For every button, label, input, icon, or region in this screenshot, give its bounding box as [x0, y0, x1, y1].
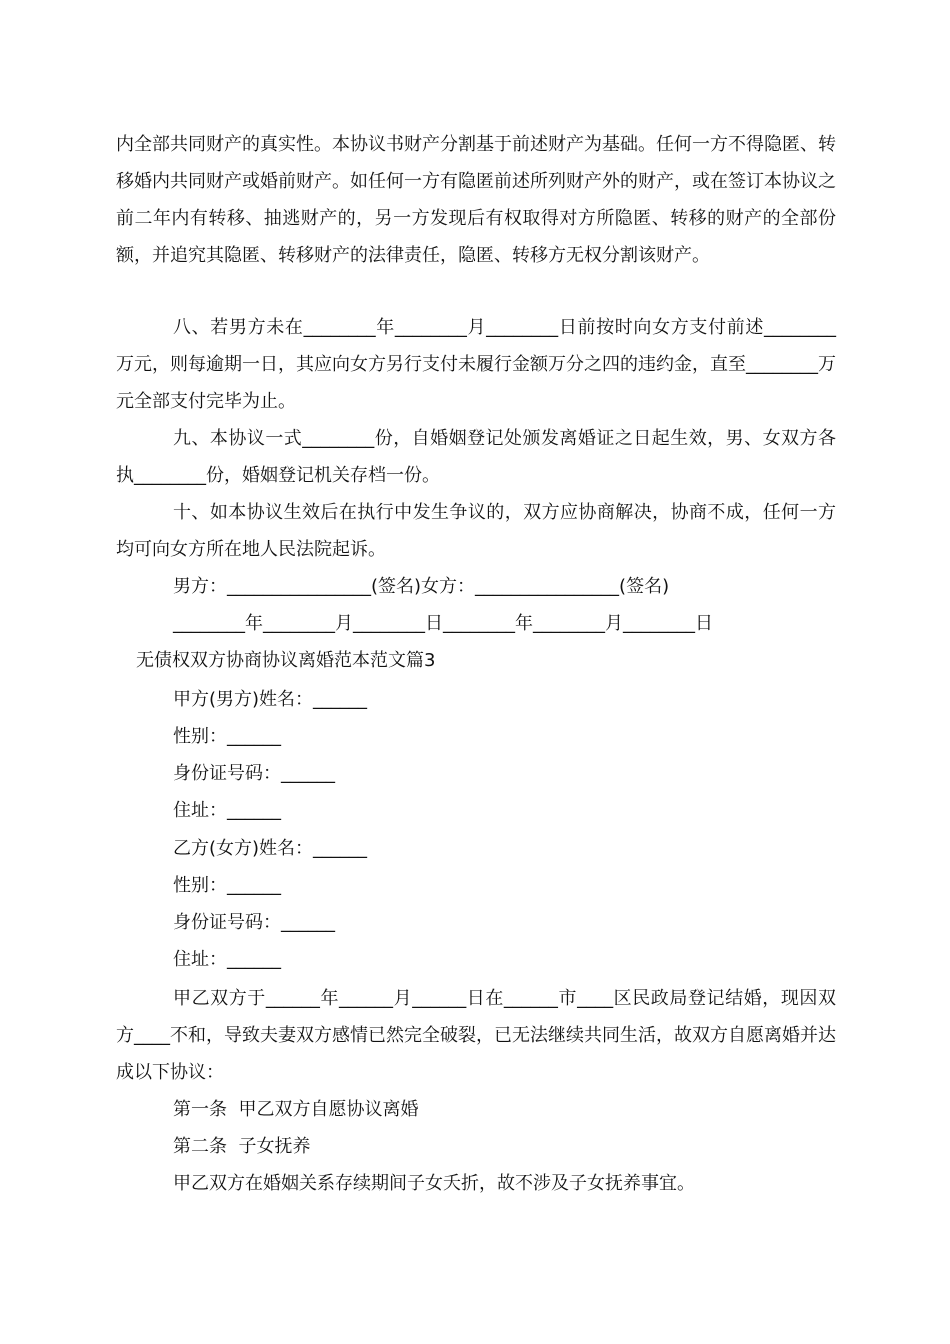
section-title: 无债权双方协商协议离婚范本范文篇3 [136, 650, 436, 671]
field-party-a-id: 身份证号码：______ [173, 763, 335, 784]
field-party-a-gender: 性别：______ [173, 726, 281, 747]
paragraph-article-10: 十、如本协议生效后在执行中发生争议的，双方应协商解决，协商不成，任何一方均可向女方所在地人民法院起诉。 [116, 502, 836, 560]
article-2-text: 甲乙双方在婚姻关系存续期间子女夭折，故不涉及子女抚养事宜。 [173, 1173, 695, 1194]
field-party-b-id: 身份证号码：______ [173, 912, 335, 933]
date-line: ________年________月________日________年________月________日 [173, 613, 713, 634]
article-2-heading: 第二条 子女抚养 [173, 1136, 311, 1157]
field-party-a-address: 住址：______ [173, 800, 281, 821]
paragraph-continuation: 内全部共同财产的真实性。本协议书财产分割基于前述财产为基础。任何一方不得隐匿、转移婚内共同财产或婚前财产。如任何一方有隐匿前述所列财产外的财产，或在签订本协议之前二年内有转移、抽逃财产的，另一方发现后有权取得对方所隐匿、转移的财产的全部份额，并追究其隐匿、转移财产的法律责任，隐匿、转移方无权分割该财产。 [116, 134, 836, 266]
field-party-b-address: 住址：______ [173, 949, 281, 970]
field-party-a-name: 甲方(男方)姓名：______ [173, 689, 368, 710]
article-1-heading: 第一条 甲乙双方自愿协议离婚 [173, 1099, 419, 1120]
field-party-b-gender: 性别：______ [173, 875, 281, 896]
paragraph-article-9: 九、本协议一式________份，自婚姻登记处颁发离婚证之日起生效，男、女双方各执________份，婚姻登记机关存档一份。 [116, 428, 836, 486]
paragraph-article-8: 八、若男方未在________年________月________日前按时向女方支付前述________万元，则每逾期一日，其应向女方另行支付未履行金额万分之四的违约金，直至________万元全部支付完毕为止。 [116, 317, 836, 412]
signature-line: 男方：________________(签名)女方：________________(签名) [173, 576, 670, 597]
field-party-b-name: 乙方(女方)姓名：______ [173, 838, 368, 859]
paragraph-intro: 甲乙双方于______年______月______日在______市____区民政局登记结婚，现因双方____不和，导致夫妻双方感情已然完全破裂，已无法继续共同生活，故双方自愿离婚并达成以下协议： [116, 988, 836, 1083]
